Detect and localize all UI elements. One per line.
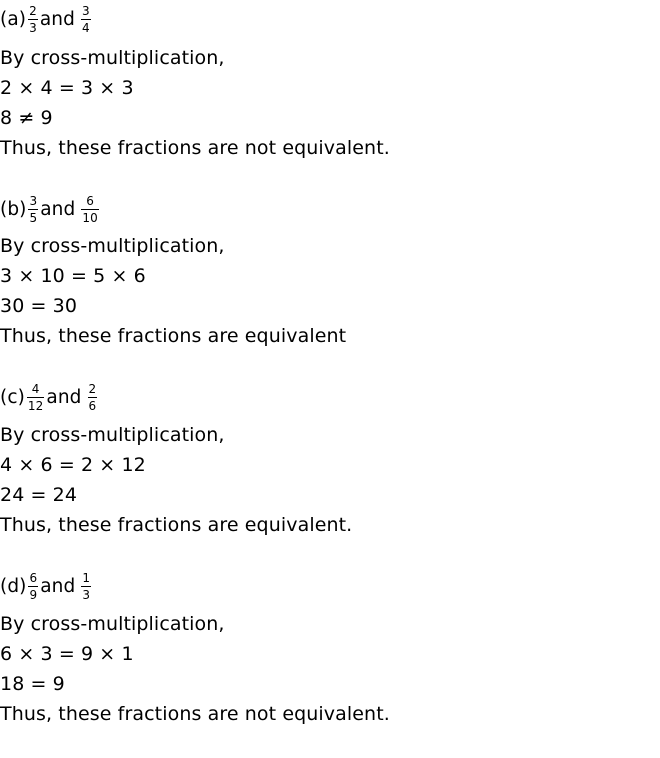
fraction-bar xyxy=(28,586,38,587)
fraction-numerator: 2 xyxy=(88,381,97,396)
part-c-fraction-2 xyxy=(88,382,98,413)
part-d-connector: and xyxy=(40,575,76,597)
fraction-bar xyxy=(81,209,98,210)
part-c-method: By cross-multiplication, xyxy=(0,424,225,446)
part-c-result: 24 = 24 xyxy=(0,484,78,506)
part-c-equation: 4 × 6 = 2 × 12 xyxy=(0,454,146,476)
part-b-equation: 3 × 10 = 5 × 6 xyxy=(0,265,146,287)
part-d-equation: 6 × 3 = 9 × 1 xyxy=(0,643,134,665)
part-a-equation: 2 × 4 = 3 × 3 xyxy=(0,77,134,99)
fraction-denominator: 5 xyxy=(29,210,38,225)
fraction-denominator: 3 xyxy=(29,20,37,35)
part-a-fraction-1 xyxy=(28,4,38,35)
fraction-denominator: 12 xyxy=(27,398,44,413)
fraction-numerator: 3 xyxy=(81,3,90,18)
part-d-fraction-1 xyxy=(28,571,38,602)
fraction-numerator: 4 xyxy=(31,381,40,396)
part-b-method: By cross-multiplication, xyxy=(0,235,225,257)
part-b-connector: and xyxy=(40,198,76,220)
fraction-denominator: 9 xyxy=(29,587,38,602)
fraction-denominator: 10 xyxy=(82,210,98,225)
part-d-heading xyxy=(0,567,93,605)
part-a-conclusion: Thus, these fractions are not equivalent. xyxy=(0,137,390,159)
fraction-numerator: 1 xyxy=(82,570,91,585)
part-a-fraction-2 xyxy=(81,4,91,35)
part-b-label: (b) xyxy=(0,198,27,220)
fraction-denominator: 6 xyxy=(88,398,97,413)
fraction-denominator: 4 xyxy=(81,20,90,35)
part-c-connector: and xyxy=(46,386,82,408)
fraction-numerator: 3 xyxy=(29,193,38,208)
part-d-result: 18 = 9 xyxy=(0,673,65,695)
part-b-conclusion: Thus, these fractions are equivalent xyxy=(0,325,347,347)
part-a-connector: and xyxy=(39,8,75,30)
part-a-result: 8 ≠ 9 xyxy=(0,107,53,129)
fraction-numerator: 6 xyxy=(86,193,94,208)
part-d-conclusion: Thus, these fractions are not equivalent. xyxy=(0,703,390,725)
part-b-fraction-2 xyxy=(81,194,98,225)
part-d-fraction-2 xyxy=(81,571,91,602)
part-c-heading xyxy=(0,378,99,416)
fraction-bar xyxy=(27,397,44,398)
fraction-bar xyxy=(88,397,98,398)
part-c-conclusion: Thus, these fractions are equivalent. xyxy=(0,514,353,536)
part-b-fraction-1 xyxy=(28,194,38,225)
fraction-bar xyxy=(81,19,91,20)
part-a-method: By cross-multiplication, xyxy=(0,47,225,69)
part-c-fraction-1 xyxy=(27,382,44,413)
fraction-numerator: 6 xyxy=(29,570,38,585)
part-d-method: By cross-multiplication, xyxy=(0,613,225,635)
part-b-heading xyxy=(0,190,101,228)
fraction-bar xyxy=(28,209,38,210)
fraction-bar xyxy=(28,19,38,20)
fraction-numerator: 2 xyxy=(29,3,37,18)
part-a-heading xyxy=(0,0,93,38)
fraction-bar xyxy=(81,586,91,587)
part-c-label: (c) xyxy=(0,386,25,408)
part-b-result: 30 = 30 xyxy=(0,295,78,317)
fraction-denominator: 3 xyxy=(82,587,91,602)
part-a-label: (a) xyxy=(0,8,27,30)
part-d-label: (d) xyxy=(0,575,27,597)
